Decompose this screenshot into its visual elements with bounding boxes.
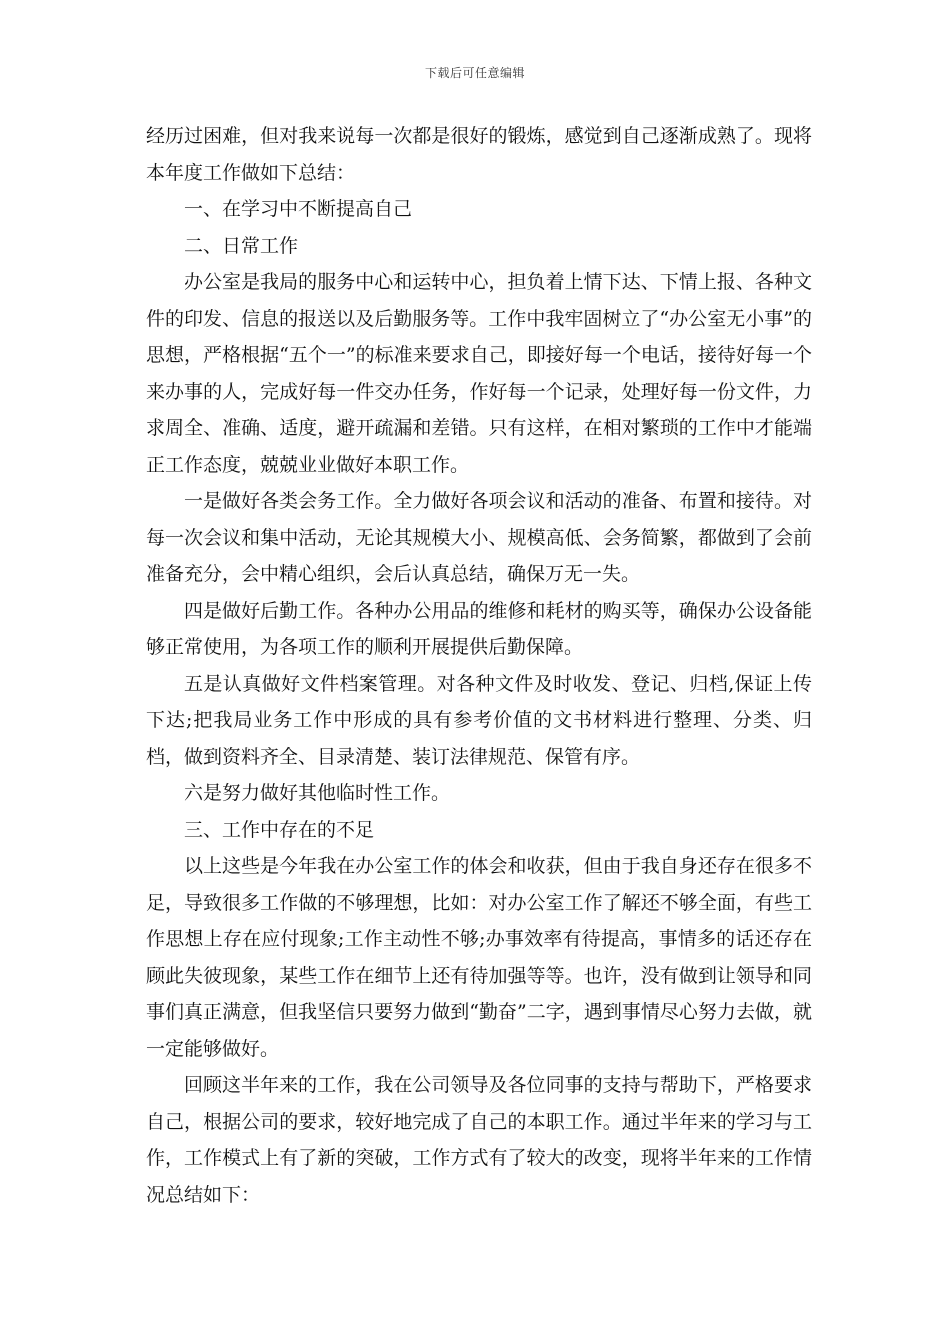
paragraph-temporary-work: 六是努力做好其他临时性工作。	[184, 782, 451, 804]
paragraph-continuation: 经历过困难，但对我来说每一次都是很好的锻炼，感觉到自己逐渐成熟了。现将本年度工作做如下总结：	[146, 125, 812, 184]
paragraph-shortcomings: 以上这些是今年我在办公室工作的体会和收获，但由于我自身还存在很多不足，导致很多工作做的不够理想，比如：对办公室工作了解还不够全面，有些工作思想上存在应付现象;工作主动性不够;办事效率有待提高，事情多的话还存在顾此失彼现象，某些工作在细节上还有待加强等等。也许，没有做到让领导和同事们真正满意，但我坚信只要努力做到“勤奋”二字，遇到事情尽心努力去做，就一定能够做好。	[146, 855, 812, 1060]
document-body	[146, 118, 812, 1213]
paragraph-logistics: 四是做好后勤工作。各种办公用品的维修和耗材的购买等，确保办公设备能够正常使用，为各项工作的顺利开展提供后勤保障。	[146, 599, 812, 658]
paragraph-half-year-review: 回顾这半年来的工作，我在公司领导及各位同事的支持与帮助下，严格要求自己，根据公司的要求，较好地完成了自己的本职工作。通过半年来的学习与工作，工作模式上有了新的突破，工作方式有了较大的改变，现将半年来的工作情况总结如下：	[146, 1074, 812, 1206]
paragraph-meeting-work: 一是做好各类会务工作。全力做好各项会议和活动的准备、布置和接待。对每一次会议和集中活动，无论其规模大小、规模高低、会务简繁，都做到了会前准备充分，会中精心组织，会后认真总结，确保万无一失。	[146, 490, 812, 585]
page-header: 下载后可任意编辑	[424, 66, 525, 80]
section-heading-daily-work: 二、日常工作	[184, 234, 299, 257]
section-heading-shortcomings: 三、工作中存在的不足	[184, 818, 375, 841]
section-heading-study: 一、在学习中不断提高自己	[184, 198, 413, 220]
paragraph-archives: 五是认真做好文件档案管理。对各种文件及时收发、登记、归档,保证上传下达;把我局业务工作中形成的具有参考价值的文书材料进行整理、分类、归档，做到资料齐全、目录清楚、装订法律规范、保管有序。	[146, 672, 812, 768]
paragraph-office-role: 办公室是我局的服务中心和运转中心，担负着上情下达、下情上报、各种文件的印发、信息的报送以及后勤服务等。工作中我牢固树立了“办公室无小事”的思想，严格根据“五个一”的标准来要求自己，即接好每一个电话，接待好每一个来办事的人，完成好每一件交办任务，作好每一个记录，处理好每一份文件，力求周全、准确、适度，避开疏漏和差错。只有这样，在相对繁琐的工作中才能端正工作态度，兢兢业业做好本职工作。	[146, 271, 812, 476]
